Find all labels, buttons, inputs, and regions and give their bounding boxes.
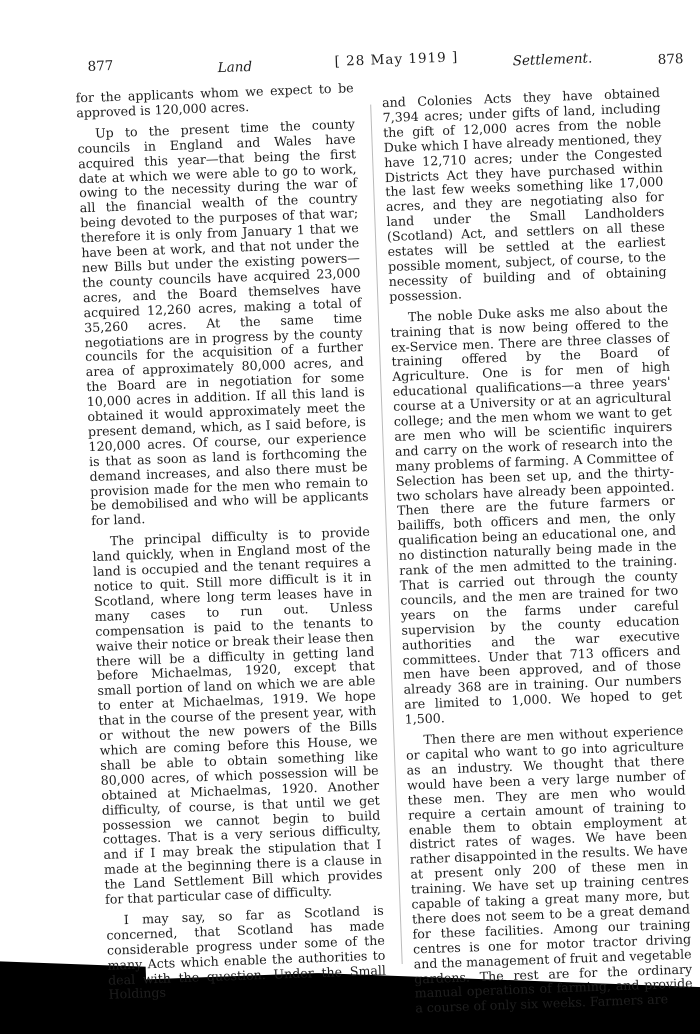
- paragraph: and Colonies Acts they have obtained 7,394 acres; under gifts of land, including the gift of 12,000 acres from the noble Duke which I have already mentioned, they have 12,710 acres; under the Congested Districts Act they have purchased within the last few weeks something like 17,000 acres, and they are negotiating also for land under the Small Landholders (Scotland) Act, and settlers on all these estates will be settled at the earliest possible moment, subject, of course, to the necessity of building and of obtaining possession.: [381, 84, 667, 304]
- header-title-right: Settlement.: [512, 50, 593, 70]
- left-column: [75, 81, 386, 1009]
- header-date: [ 28 May 1919 ]: [334, 49, 459, 70]
- page-number-left: 877: [87, 57, 114, 75]
- paragraph: I may say, so far as Scotland is concerned, that Scotland has made considerable progress under some of the many Acts which enable the authorities to deal with the question. Under the Small Holdings: [106, 902, 387, 1003]
- document-page: [75, 29, 700, 1016]
- paragraph: The noble Duke asks me also about the training that is now being offered to the ex-Service men. There are three classes of training offered by the Board of Agriculture. One is for men of high educational qualifications—a three years' course at a University or at an agricultural college; and the men whom we want to get are men who will be scientific inquirers and carry on the work of research into the many problems of farming. A Committee of Selection has been set up, and the thirty-two scholars have already been appointed. Then there are the future farmers or bailiffs, both officers and men, the only qualification being an educational one, and no distinction naturally being made in the rank of the men admitted to the training. That is carried out through the county councils, and the men are trained for two years on the farms under careful supervision by the county education authorities and the war executive committees. Under that 713 officers and men have been approved, and of those already 368 are in training. Our numbers are limited to 1,000. We hoped to get 1,500.: [390, 299, 683, 727]
- header-title-left: Land: [217, 58, 253, 77]
- paragraph: Up to the present time the county councils in England and Wales have acquired this year—that being the first date at which we were able to go to work, owing to the necessity during the war of all the financial wealth of the country being devoted to the purposes of that war; therefore it is only from January 1 that we have been at work, and that not under the new Bills but under the existing powers—the county councils have acquired 23,000 acres, and the Board themselves have acquired 12,260 acres, making a total of 35,260 acres. At the same time negotiations are in progress by the county councils for the acquisition of a further area of approximately 80,000 acres, and the Board are in negotiation for some 10,000 acres in addition. If all this land is obtained it would approximately meet the present demand, which, as I said before, is 120,000 acres. Of course, our experience is that as soon as land is forthcoming the demand increases, and also there must be provision made for the men who remain to be demobilised and who will be applicants for land.: [77, 115, 369, 529]
- paragraph: Then there are men without experience or capital who want to go into agriculture as an industry. We thought that there would have been a very large number of these men. They are men who would require a certain amount of training to enable them to obtain employment at district rates of wages. We have been rather disappointed in the results. We have at present only 200 of these men in training. We have set up training centres capable of taking a great many more, but there does not seem to be a great demand for these facilities. Among our training centres is one for motor tractor driving and the management of fruit and vegetable gardens. The rest are for the ordinary manual operations of farming, and provide a course of only six weeks. Farmers are: [405, 722, 693, 1016]
- right-column: [382, 86, 694, 1023]
- paragraph: for the applicants whom we expect to be approved is 120,000 acres.: [75, 80, 354, 121]
- paragraph: The principal difficulty is to provide land quickly, when in England most of the land is occupied and the tenant requires a notice to quit. Still more difficult is it in Scotland, where long term leases have in many cases to run out. Unless compensation is paid to the tenants to waive their notice or break their lease then there will be a difficulty in getting land before Michaelmas, 1920, except that small portion of land on which we are able to enter at Michaelmas, 1919. We hope that in the course of the present year, with or without the new powers of the Bills which are coming before this House, we shall be able to obtain something like 80,000 acres, of which possession will be obtained at Michaelmas, 1920. Another difficulty, of course, is that until we get possession we cannot begin to build cottages. That is a very serious difficulty, and if I may break the stipulation that I made at the beginning there is a clause in the Land Settlement Bill which provides for that particular case of difficulty.: [92, 524, 383, 907]
- page-number-right: 878: [657, 51, 684, 69]
